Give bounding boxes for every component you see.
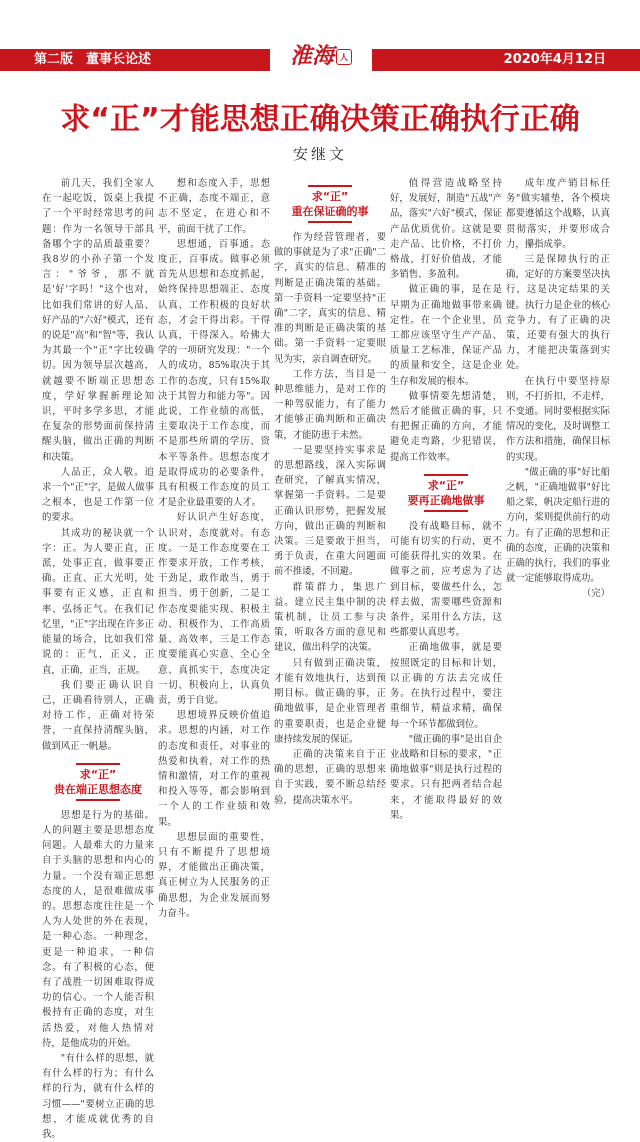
article-paragraph: 三是保障执行的正确，定好的方案要坚决执行，这是决定结果的关键。执行力是企业的核心竞争力，有了正确的决策，还要有强大的执行力，才能把决策落到实处。 — [506, 254, 610, 372]
subheading-rule — [76, 799, 120, 801]
article-paragraph: 正确地做事，就是要按照既定的目标和计划，以正确的方法去完成任务。在执行过程中，要注重细节，精益求精，确保每一个环节都做到位。 — [390, 642, 502, 730]
issue-date: 2020年4月12日 — [372, 49, 640, 71]
subheading-rule — [424, 474, 468, 476]
masthead-seal: 人 — [336, 49, 352, 65]
article-paragraph: 正确的决策来自于正确的思想，正确的思想来自于实践，要不断总结经验，提高决策水平。 — [274, 748, 386, 806]
section-label: 第二版 董事长论述 — [0, 49, 270, 71]
article-paragraph: "有什么样的思想，就有什么样的行为；有什么样的行为，就有什么样的习惯——"要树立正确的思想，才能成就优秀的自我。 — [42, 1052, 154, 1140]
subheading-kicker: 求“正” — [79, 767, 117, 781]
masthead-logo — [270, 36, 372, 76]
article-paragraph: 人品正，众人敬。追求一个"正"字，是做人做事之根本，也是工作第一位的要求。 — [42, 466, 154, 524]
article-paragraph: 思想层面的重要性，只有不断提升了思想境界，才能做出正确决策，真正树立为人民服务的正确思想，为企业发展而努力奋斗。 — [158, 831, 270, 919]
subheading-rule — [308, 221, 352, 223]
subheading-kicker: 求“正” — [427, 478, 465, 492]
subheading-text: 要再正确地做事 — [407, 493, 485, 507]
masthead-text: 淮海 — [289, 43, 334, 69]
article-paragraph: "做正确的事"是出自企业战略和目标的要求，"正确地做事"则是执行过程的要求。只有把两者结合起来，才能取得最好的效果。 — [390, 733, 502, 821]
text-column-4 — [390, 176, 502, 823]
subheading-text: 贵在端正思想态度 — [54, 782, 142, 796]
article-paragraph: 好认识产生好态度，认识对，态度就对。有态度。一是工作态度要在工作要求开放，工作考核，干劲足，敢作敢当，勇于担当、勇于创新，二是工作态度要能实现、积极主动、积极作为、工作高质量、高效率，三是工作态度要能真心实意、全心全意、真抓实干，态度决定一切、积极向上，认真负责，勇于自觉。 — [158, 512, 270, 706]
article-paragraph: 作为经营管理者，要做的事就是为了求"正确"二字，真实的信息、精准的判断是正确决策的基础。第一手资料一定要坚持"正确"二字，真实的信息、精准的判断是正确决策的基础。第一手资料一定要眼见为实，亲自调查研究。 — [274, 232, 386, 365]
article-end-mark: （完） — [581, 588, 610, 600]
article-paragraph: 前几天，我们全家人在一起吃饭，饭桌上我提了一个平时经常思考的问题：作为一名领导干部具备哪个字的品质最重要？我8岁的小孙子第一个发言："爷爷，那不就是'好'字吗！"这个也对，比如我们常讲的好人品、好产品的"六好"模式，还有的说是"高"和"智"等，我认为其最一个"正"字比较确切。因为领导层次越高，就越要不断端正思想态度，学好掌握新理论知识，平时多学多思，才能在复杂的形势面前保持清醒头脑，做出正确的判断和决策。 — [42, 178, 154, 463]
section-subheading — [42, 763, 154, 801]
article-paragraph: 想和态度入手，思想不正确，态度不端正，意志不坚定，在进心和不平，前面干扰了工作。 — [158, 178, 270, 235]
article-paragraph: 思想境界反映价值追求。思想的内涵，对工作的态度和责任，对事业的热爱和执着，对工作的热情和激情，对工作的重视和投入等等，都会影响到一个人的工作业绩和效果。 — [158, 710, 270, 828]
text-column-5 — [506, 176, 610, 602]
subheading-rule — [424, 510, 468, 512]
text-column-2 — [158, 176, 270, 921]
text-column-3 — [274, 176, 386, 808]
section-subheading — [274, 185, 386, 223]
article-paragraph: 群策群力，集思广益。建立民主集中制的决策机制，让员工参与决策，听取各方面的意见和建议，做出科学的决策。 — [274, 581, 386, 654]
article-title: 求“正”才能思想正确决策正确执行正确 — [60, 102, 580, 137]
subheading-kicker: 求“正” — [311, 190, 349, 203]
subheading-rule — [76, 763, 120, 765]
article-paragraph: 思想通，百事通。态度正，百事成。做事必须首先从思想和态度抓起，始终保持思想端正、态度认真、工作积极的良好状态，才会干得出彩。干得认真，干得深入。哈佛大学的一项研究发现："一个人的成功，85%取决于其工作的态度，只有15%取决于其智力和能力等"。因此说，工作业绩的高低，主要取决于工作态度，而不是那些所谓的学历、资本平等条件。思想态度才是取得成功的必要条件，具有积极工作态度的员工才是企业最重要的人才。 — [158, 238, 270, 509]
text-column-1 — [42, 176, 154, 1142]
article-paragraph: 没有战略目标，就不可能有切实的行动，更不可能获得扎实的效果。在做事之前，应考虑为了达到目标，要做些什么，怎样去做，需要哪些资源和条件，采用什么方法，这些都要认真思考。 — [390, 520, 502, 639]
subheading-text: 重在保证确的事 — [291, 205, 369, 218]
article-paragraph: 做事情要先想清楚，然后才能做正确的事，只有把握正确的方向，才能避免走弯路，少犯错误，提高工作效率。 — [390, 390, 502, 463]
article-paragraph: 在执行中要坚持原则，不打折扣，不走样，不变通。同时要根据实际情况的变化，及时调整工作方法和措施，确保目标的实现。 — [506, 375, 610, 463]
article-paragraph: 值得营造战略坚持好，发展好，制造"五战"产品，落实"六好"模式，保证产品优质优价。这就是要走产品、比价格，不打价格战，打好价值战，才能多销售、多盈利。 — [390, 178, 502, 281]
article-paragraph: 其成功的秘诀就一个字：正。为人要正直，正派，处事正直，做事要正确。正直、正大光明，处事要有正义感，正直和率、弘扬正气。在我们记忆里，"正"字出现在许多正能量的场合，比如我们常说的：正气，正义，正直，正确，正当，正规。 — [42, 527, 154, 676]
section-subheading — [390, 474, 502, 512]
article-paragraph: 工作方法，当目是一种思维能力，是对工作的一种驾驭能力，有了能力才能够正确判断和正确决策，才能防患于未然。 — [274, 368, 386, 441]
article-paragraph: 成年度产销目标任务"做实辅垫，各个模块都要遵循这个战略，认真贯彻落实，并要形成合力，攥指成拳。 — [506, 178, 610, 250]
subheading-rule — [308, 185, 352, 187]
page-header — [0, 0, 640, 76]
article-paragraph: 我们要正确认识自己，正确看待别人，正确对待工作，正确对待荣誉，一直保持清醒头脑，做到风正一帆悬。 — [42, 679, 154, 752]
article-paragraph: 只有做到正确决策，才能有效地执行，达到预期目标。做正确的事，正确地做事，是企业管理者的重要职责，也是企业健康持续发展的保证。 — [274, 657, 386, 745]
article-paragraph: 做正确的事，是在是早期为正确地做事带来确定性。在一个企业里，员工都应该坚守生产产品、质量工艺标准，保证产品的质量和安全，这是企业生存和发展的根本。 — [390, 284, 502, 387]
article-paragraph: "做正确的事"好比船之帆，"正确地做事"好比船之桨，帆决定船行进的方向，桨则提供前行的动力。有了正确的思想和正确的态度，正确的决策和正确的执行，我们的事业就一定能够取得成功。 — [506, 466, 610, 585]
article-paragraph: 一是要坚持实事求是的思想路线，深入实际调查研究，了解真实情况，掌握第一手资料。二是要正确认识形势，把握发展方向，做出正确的判断和决策。三是要敢于担当，勇于负责，在重大问题面前不推诿，不回避。 — [274, 444, 386, 578]
article-author: 安继文 — [292, 145, 347, 163]
article-paragraph: 思想是行为的基础。人的问题主要是思想态度问题。人最难大的力量来自于头脑的思想和内心的力量。一个没有端正思想态度的人，是很难做成事的。思想态度往往是一个人为人处世的外在表现，是一种心态。一种理念，更是一种追求，一种信念。有了积极的心态，便有了战胜一切困难取得成功的信心。一个人能否积极持有正确的态度，对生活热爱，对他人热情对待，是他成功的开始。 — [42, 809, 154, 1049]
